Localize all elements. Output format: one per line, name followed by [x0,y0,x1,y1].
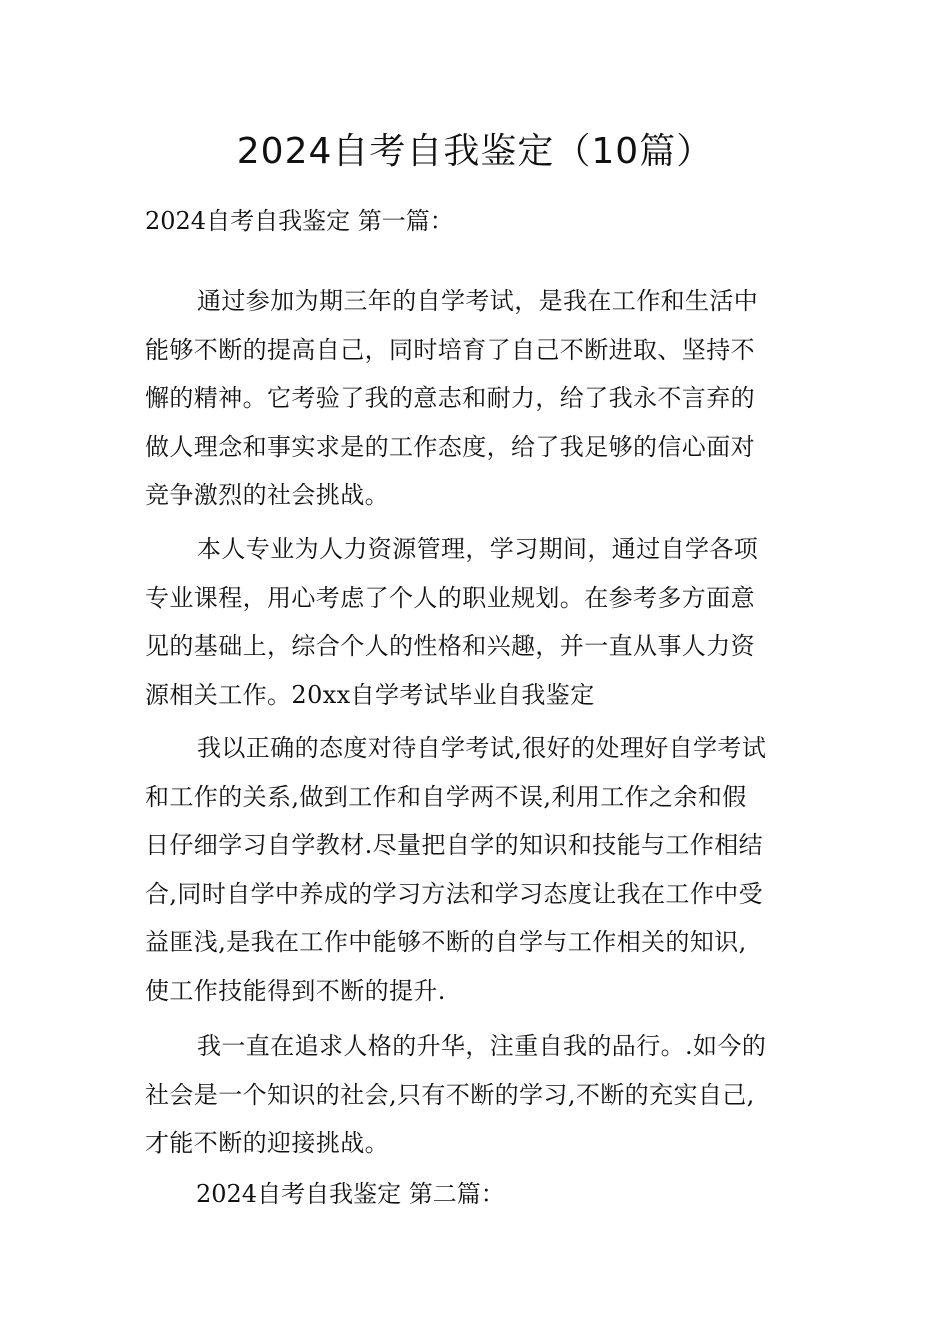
paragraph-line: 和工作的关系,做到工作和自学两不误,利用工作之余和假 [145,782,747,811]
document-title: 2024自考自我鉴定（10篇） [236,131,714,172]
paragraph-1 [145,277,805,520]
paragraph-line: 本人专业为人力资源管理，学习期间，通过自学各项 [197,535,759,563]
paragraph-line: 才能不断的迎接挑战。 [145,1129,389,1157]
paragraph-line: 竞争激烈的社会挑战。 [145,481,389,509]
paragraph-line: 懈的精神。它考验了我的意志和耐力，给了我永不言弃的 [145,384,755,412]
paragraph-line: 见的基础上，综合个人的性格和兴趣，并一直从事人力资 [145,632,755,660]
paragraph-2 [145,525,805,719]
paragraph-line: 合,同时自学中养成的学习方法和学习态度让我在工作中受 [145,879,764,908]
paragraph-3 [145,724,805,1015]
paragraph-line: 源相关工作。20xx自学考试毕业自我鉴定 [145,680,595,709]
paragraph-line: 日仔细学习自学教材.尽量把自学的知识和技能与工作相结 [145,831,764,859]
paragraph-4 [145,1022,805,1168]
section-heading-2: 2024自考自我鉴定 第二篇： [196,1180,505,1208]
paragraph-line: 社会是一个知识的社会,只有不断的学习,不断的充实自己, [145,1080,755,1109]
paragraph-line: 益匪浅,是我在工作中能够不断的自学与工作相关的知识, [145,928,747,956]
paragraph-line: 我一直在追求人格的升华，注重自我的品行。.如今的 [197,1032,767,1060]
paragraph-line: 能够不断的提高自己，同时培育了自己不断进取、坚持不 [145,335,755,364]
section-heading-1: 2024自考自我鉴定 第一篇： [145,207,454,235]
paragraph-line: 我以正确的态度对待自学考试,很好的处理好自学考试 [197,734,767,762]
paragraph-line: 使工作技能得到不断的提升. [145,976,446,1005]
paragraph-line: 专业课程，用心考虑了个人的职业规划。在参考多方面意 [145,583,755,612]
paragraph-line: 通过参加为期三年的自学考试，是我在工作和生活中 [197,287,759,315]
paragraph-line: 做人理念和事实求是的工作态度，给了我足够的信心面对 [145,432,755,461]
